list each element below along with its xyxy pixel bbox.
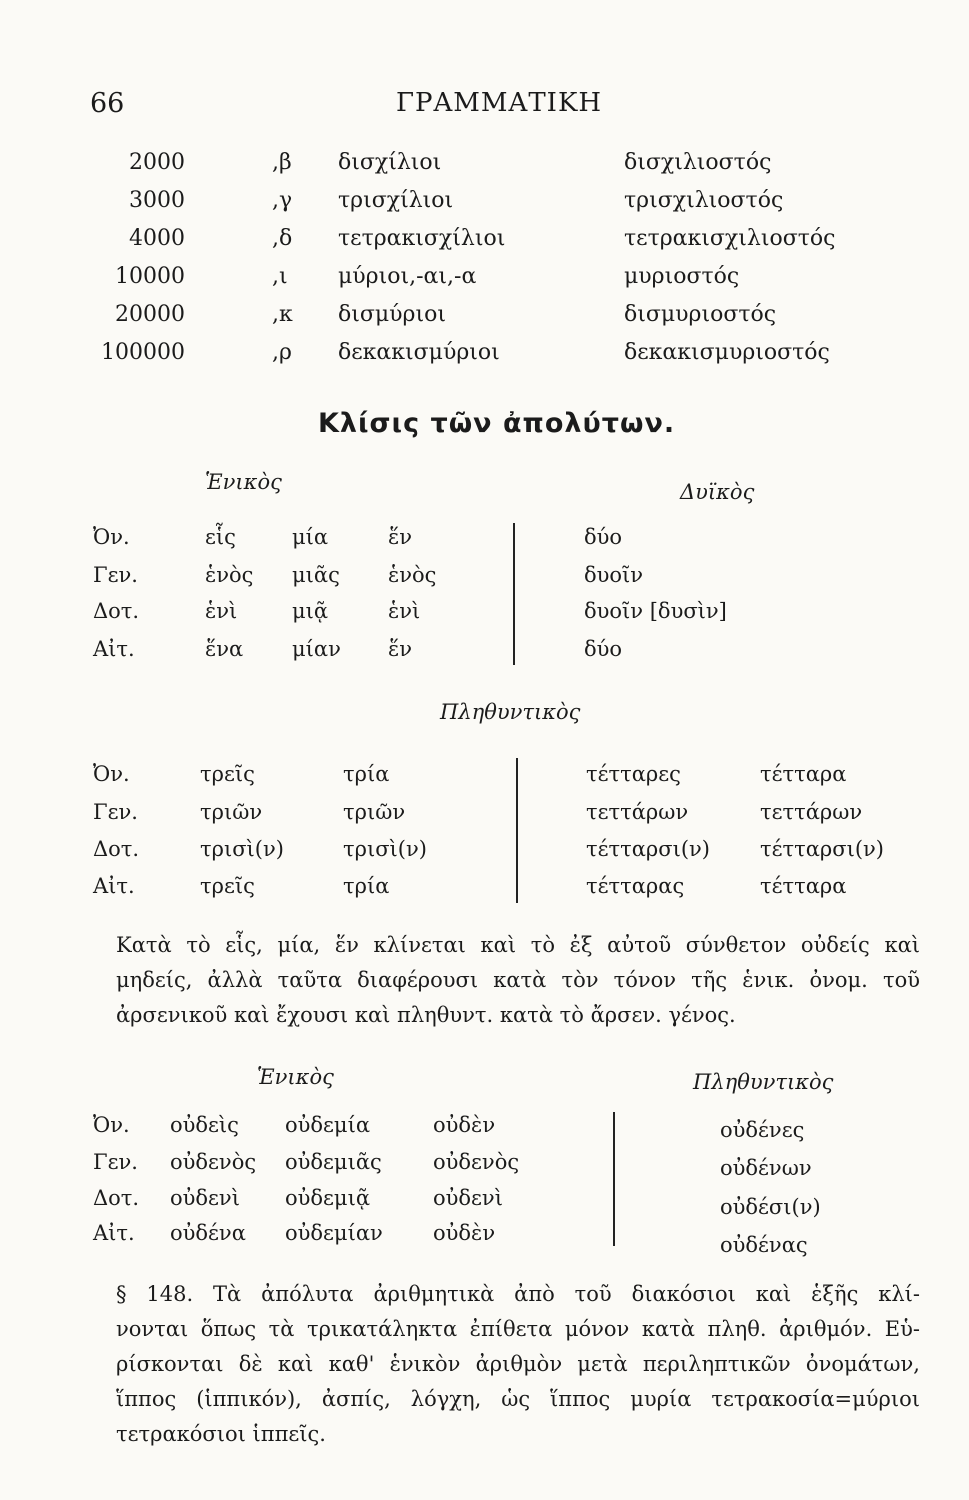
numeral-ordinal: δεκακισμυριοστός	[624, 340, 830, 365]
table-row	[0, 1150, 969, 1186]
case-label: Ὀν.	[93, 1113, 130, 1137]
case-label: Ὀν.	[93, 525, 130, 549]
numeral-ordinal: δισχιλιοστός	[624, 150, 772, 175]
case-label: Ὀν.	[93, 762, 130, 786]
text-line: τετρακόσιοι ἱππεῖς.	[116, 1422, 326, 1446]
masculine-form: ἑνὸς	[205, 563, 254, 587]
masculine-form: ἑνὶ	[205, 599, 238, 623]
case-label: Αἰτ.	[93, 637, 135, 661]
paragraph-oudeis	[116, 928, 920, 1033]
numeral-ordinal: τετρακισχιλιοστός	[624, 226, 836, 251]
text-line: § 148. Τὰ ἀπόλυτα ἀριθμητικὰ ἀπὸ τοῦ διακόσιοι καὶ ἑξῆς κλί-	[116, 1282, 920, 1306]
feminine-form: μιᾶς	[292, 563, 340, 587]
neuter-form: ἕν	[388, 637, 413, 661]
masculine-form: οὐδένα	[170, 1221, 246, 1245]
feminine-form: οὐδεμίαν	[285, 1221, 383, 1245]
singular-label: Ἑνικὸς	[257, 1065, 334, 1089]
masculine-form: εἷς	[205, 525, 236, 549]
neuter-form: οὐδενὶ	[433, 1186, 503, 1210]
numeral-sign: ,δ	[272, 226, 293, 251]
case-label: Γεν.	[93, 563, 138, 587]
table-row	[0, 837, 969, 873]
four-mf-form: τέτταρας	[586, 874, 685, 898]
table-row	[0, 563, 969, 599]
numeral-cardinal: δισχίλιοι	[338, 150, 442, 175]
dual-form: δύο	[584, 637, 623, 661]
numeral-value: 2000	[129, 150, 185, 175]
feminine-form: οὐδεμιᾷ	[285, 1186, 370, 1210]
numeral-row	[0, 302, 969, 338]
paragraph-section-148	[116, 1277, 920, 1452]
numeral-row	[0, 264, 969, 300]
feminine-form: μία	[292, 525, 329, 549]
three-mf-form: τριῶν	[200, 800, 263, 824]
neuter-form: οὐδὲν	[433, 1113, 496, 1137]
numeral-sign: ,β	[272, 150, 292, 175]
table-row	[0, 599, 969, 635]
four-mf-form: τεττάρων	[586, 800, 689, 824]
masculine-form: ἕνα	[205, 637, 244, 661]
plural-form: οὐδένας	[720, 1233, 808, 1257]
three-n-form: τρία	[343, 874, 390, 898]
four-n-form: τέτταρσι(ν)	[760, 837, 884, 861]
table-row	[0, 800, 969, 836]
numeral-row	[0, 340, 969, 376]
numeral-value: 100000	[101, 340, 185, 365]
three-mf-form: τρεῖς	[200, 874, 255, 898]
four-mf-form: τέτταρες	[586, 762, 681, 786]
table-row	[0, 762, 969, 798]
plural-form: οὐδένων	[720, 1156, 812, 1180]
numeral-sign: ,ρ	[272, 340, 292, 365]
case-label: Δοτ.	[93, 1186, 140, 1210]
table-row	[0, 637, 969, 673]
plural-form: οὐδένες	[720, 1118, 805, 1142]
neuter-form: ἑνὸς	[388, 563, 437, 587]
dual-form: δυοῖν [δυσὶν]	[584, 599, 727, 623]
three-n-form: τρισὶ(ν)	[343, 837, 427, 861]
four-mf-form: τέτταρσι(ν)	[586, 837, 710, 861]
dual-form: δύο	[584, 525, 623, 549]
four-n-form: τεττάρων	[760, 800, 863, 824]
numeral-row	[0, 226, 969, 262]
plural-label: Πληθυντικὸς	[440, 700, 581, 724]
section-title: Κλίσις τῶν ἀπολύτων.	[318, 408, 676, 439]
case-label: Δοτ.	[93, 599, 140, 623]
case-label: Αἰτ.	[93, 874, 135, 898]
dual-form: δυοῖν	[584, 563, 644, 587]
numeral-cardinal: τρισχίλιοι	[338, 188, 454, 213]
neuter-form: ἑνὶ	[388, 599, 421, 623]
case-label: Γεν.	[93, 800, 138, 824]
text-line: μηδείς, ἀλλὰ ταῦτα διαφέρουσι κατὰ τὸν τόνον τῆς ἑνικ. ὀνομ. τοῦ	[116, 968, 920, 992]
table-row	[0, 1221, 969, 1257]
numeral-row	[0, 150, 969, 186]
three-n-form: τριῶν	[343, 800, 406, 824]
neuter-form: ἕν	[388, 525, 413, 549]
numeral-ordinal: μυριοστός	[624, 264, 740, 289]
feminine-form: οὐδεμιᾶς	[285, 1150, 382, 1174]
four-n-form: τέτταρα	[760, 874, 847, 898]
numeral-value: 4000	[129, 226, 185, 251]
numeral-cardinal: δισμύριοι	[338, 302, 446, 327]
case-label: Γεν.	[93, 1150, 138, 1174]
dual-label: Δυϊκὸς	[680, 480, 755, 504]
text-line: ἵππος (ἱππικόν), ἀσπίς, λόγχη, ὡς ἵππος μυρία τετρακοσία=μύριοι	[116, 1387, 920, 1411]
numeral-cardinal: τετρακισχίλιοι	[338, 226, 506, 251]
numeral-value: 10000	[115, 264, 185, 289]
numeral-sign: ,κ	[272, 302, 293, 327]
text-line: νονται ὅπως τὰ τρικατάληκτα ἐπίθετα μόνον κατὰ πληθ. ἀριθμόν. Εὑ-	[116, 1317, 920, 1341]
numeral-value: 3000	[129, 188, 185, 213]
three-mf-form: τρισὶ(ν)	[200, 837, 284, 861]
three-mf-form: τρεῖς	[200, 762, 255, 786]
text-line: ρίσκονται δὲ καὶ καθ' ἑνικὸν ἀριθμὸν μετὰ περιληπτικῶν ὀνομάτων,	[116, 1352, 920, 1376]
running-title: ΓΡΑΜΜΑΤΙΚΗ	[396, 88, 603, 118]
table-row	[0, 1113, 969, 1149]
masculine-form: οὐδενὶ	[170, 1186, 240, 1210]
neuter-form: οὐδὲν	[433, 1221, 496, 1245]
three-n-form: τρία	[343, 762, 390, 786]
table-row	[0, 525, 969, 561]
masculine-form: οὐδεὶς	[170, 1113, 239, 1137]
plural-form: οὐδέσι(ν)	[720, 1195, 821, 1219]
masculine-form: οὐδενὸς	[170, 1150, 257, 1174]
numeral-cardinal: μύριοι,-αι,-α	[338, 264, 477, 289]
table-row	[0, 874, 969, 910]
numeral-sign: ,ι	[272, 264, 288, 289]
numeral-sign: ,γ	[272, 188, 293, 213]
table-row	[0, 1186, 969, 1222]
numeral-value: 20000	[115, 302, 185, 327]
singular-label: Ἑνικὸς	[205, 470, 282, 494]
feminine-form: μιᾷ	[292, 599, 329, 623]
plural-label: Πληθυντικὸς	[693, 1070, 834, 1094]
page-number: 66	[90, 88, 125, 119]
feminine-form: μίαν	[292, 637, 341, 661]
four-n-form: τέτταρα	[760, 762, 847, 786]
text-line: Κατὰ τὸ εἷς, μία, ἕν κλίνεται καὶ τὸ ἐξ αὐτοῦ σύνθετον οὐδείς καὶ	[116, 933, 920, 957]
case-label: Αἰτ.	[93, 1221, 135, 1245]
neuter-form: οὐδενὸς	[433, 1150, 520, 1174]
text-line: ἀρσενικοῦ καὶ ἔχουσι καὶ πληθυντ. κατὰ τὸ ἄρσεν. γένος.	[116, 1003, 736, 1027]
numeral-cardinal: δεκακισμύριοι	[338, 340, 500, 365]
feminine-form: οὐδεμία	[285, 1113, 370, 1137]
numeral-row	[0, 188, 969, 224]
numeral-ordinal: δισμυριοστός	[624, 302, 777, 327]
numeral-ordinal: τρισχιλιοστός	[624, 188, 784, 213]
case-label: Δοτ.	[93, 837, 140, 861]
